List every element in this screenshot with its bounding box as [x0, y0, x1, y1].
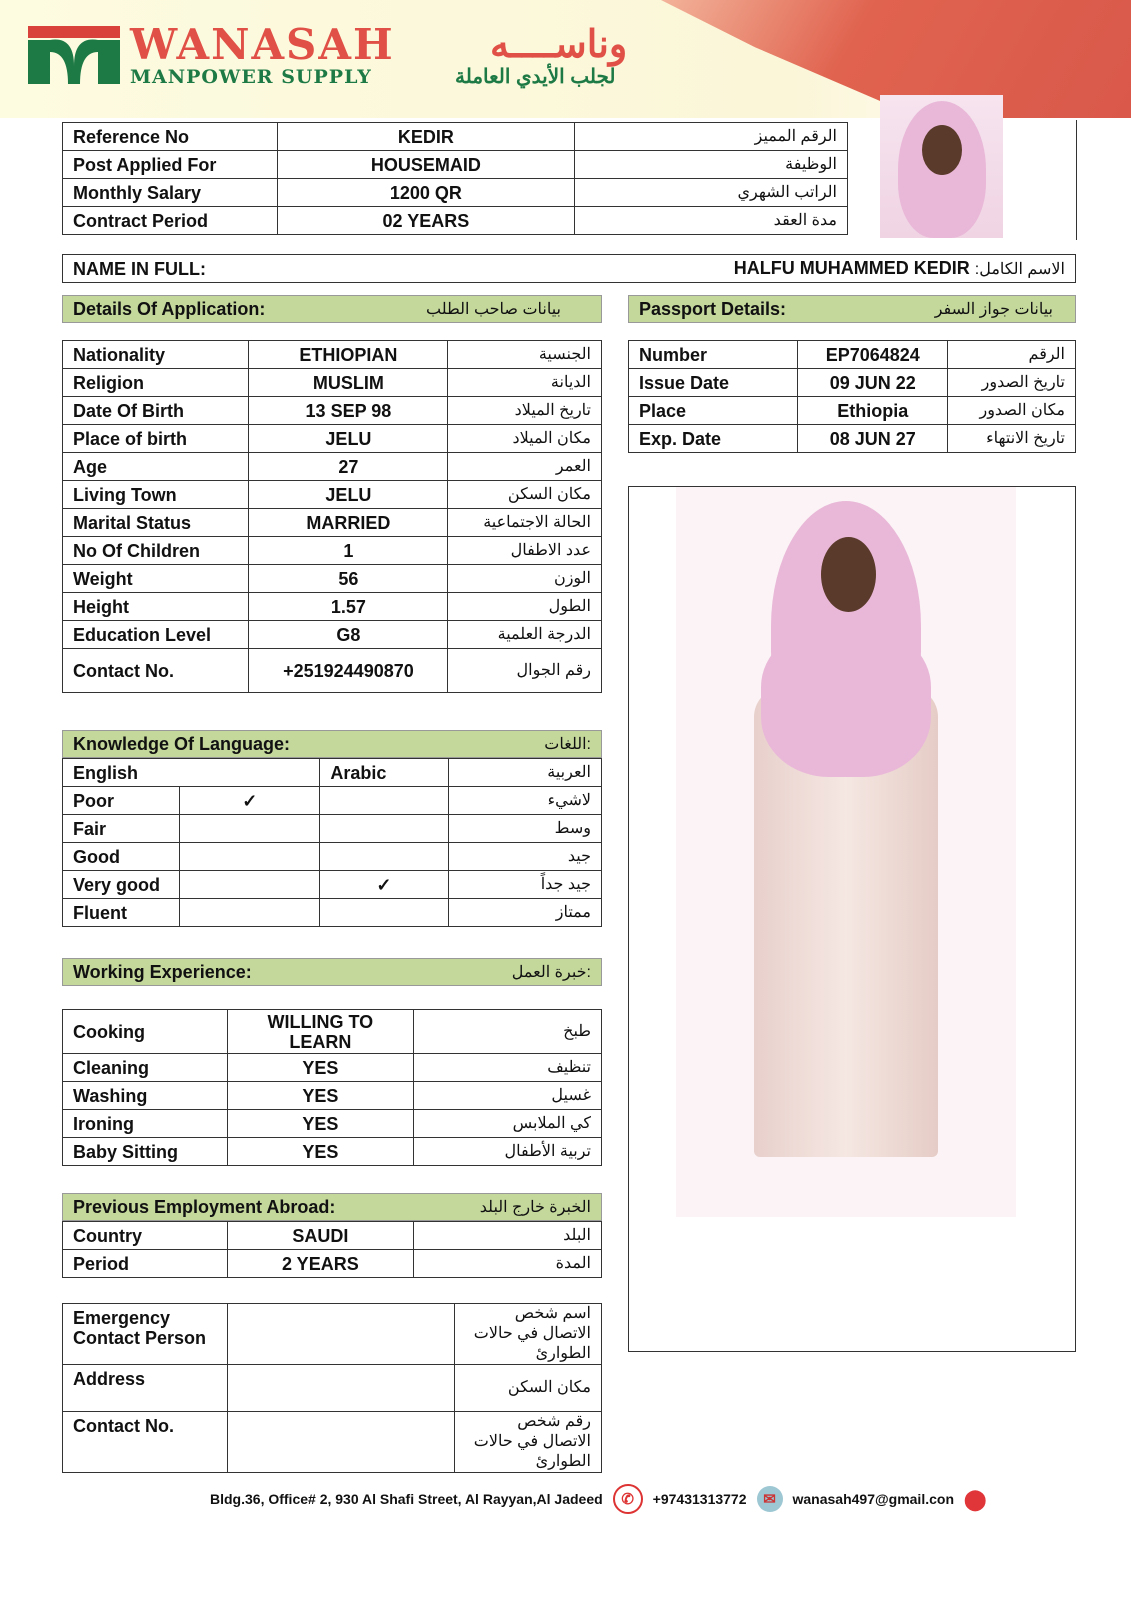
experience-header	[62, 958, 602, 986]
table-row	[63, 621, 602, 649]
row-label-arabic: الحالة الاجتماعية	[448, 509, 602, 537]
row-label-arabic: الوظيفة	[574, 151, 847, 179]
table-row	[63, 1054, 602, 1082]
language-column-header: English	[63, 759, 320, 787]
row-value: 56	[249, 565, 448, 593]
english-mark	[180, 899, 320, 927]
table-row	[63, 593, 602, 621]
skill-label: Ironing	[63, 1110, 228, 1138]
skill-label: Cooking	[63, 1010, 228, 1054]
row-label-arabic: عدد الاطفال	[448, 537, 602, 565]
row-value: 09 JUN 22	[798, 369, 948, 397]
skill-label: Baby Sitting	[63, 1138, 228, 1166]
table-row	[63, 123, 848, 151]
skill-label: Washing	[63, 1082, 228, 1110]
table-row	[63, 509, 602, 537]
skill-label-arabic: تربية الأطفال	[413, 1138, 601, 1166]
row-label: Living Town	[63, 481, 249, 509]
row-label: Place of birth	[63, 425, 249, 453]
table-row	[629, 425, 1076, 453]
skill-label-arabic: غسيل	[413, 1082, 601, 1110]
skill-label: Cleaning	[63, 1054, 228, 1082]
row-label: Contact No.	[63, 1412, 228, 1473]
logo-icon	[28, 26, 120, 84]
details-title-arabic: بيانات صاحب الطلب	[426, 301, 561, 318]
table-row	[63, 899, 602, 927]
row-label: Marital Status	[63, 509, 249, 537]
row-label-arabic: العمر	[448, 453, 602, 481]
table-row	[63, 1250, 602, 1278]
footer-phone: +97431313772	[652, 1491, 747, 1507]
row-label: Period	[63, 1250, 228, 1278]
brand-subtitle-arabic: لجلب الأيدي العاملة	[455, 66, 616, 88]
language-level: Good	[63, 843, 180, 871]
brand-name: WANASAH	[130, 20, 395, 69]
language-level-arabic: لاشيء	[448, 787, 601, 815]
language-level-arabic: جيد	[448, 843, 601, 871]
full-name: HALFU MUHAMMED KEDIR	[733, 257, 970, 278]
table-row	[63, 481, 602, 509]
english-mark: ✓	[180, 787, 320, 815]
arabic-mark	[320, 787, 448, 815]
language-level-arabic: وسط	[448, 815, 601, 843]
row-label: Number	[629, 341, 798, 369]
experience-title-arabic: :خبرة العمل	[511, 964, 591, 981]
arabic-mark	[320, 843, 448, 871]
arabic-mark: ✓	[320, 871, 448, 899]
skill-label-arabic: طبخ	[413, 1010, 601, 1054]
row-label: Date Of Birth	[63, 397, 249, 425]
row-value: 02 YEARS	[278, 207, 575, 235]
language-level-arabic: جيد جداً	[448, 871, 601, 899]
row-label-arabic: الوزن	[448, 565, 602, 593]
footer	[210, 1484, 986, 1514]
skill-label-arabic: كي الملابس	[413, 1110, 601, 1138]
row-value: JELU	[249, 425, 448, 453]
table-row	[63, 207, 848, 235]
skill-value: YES	[227, 1110, 413, 1138]
row-value: 1.57	[249, 593, 448, 621]
passport-title-arabic: بيانات جواز السفر	[934, 301, 1053, 318]
language-header	[62, 730, 602, 758]
row-label-arabic: رقم الجوال	[448, 649, 602, 693]
language-table	[62, 758, 602, 927]
table-row	[63, 453, 602, 481]
row-value: Ethiopia	[798, 397, 948, 425]
row-value	[228, 1412, 454, 1473]
row-label-arabic: مكان الصدور	[948, 397, 1076, 425]
row-label: Monthly Salary	[63, 179, 278, 207]
row-label-arabic: البلد	[413, 1222, 601, 1250]
row-label: Issue Date	[629, 369, 798, 397]
skill-value: WILLING TO LEARN	[227, 1010, 413, 1054]
arabic-mark	[320, 815, 448, 843]
applicant-portrait	[880, 95, 1003, 238]
details-table	[62, 340, 602, 693]
row-label: Country	[63, 1222, 228, 1250]
table-row	[63, 1082, 602, 1110]
row-value: 2 YEARS	[228, 1250, 414, 1278]
brand-subtitle: MANPOWER SUPPLY	[130, 66, 372, 88]
row-label: Age	[63, 453, 249, 481]
row-value: HOUSEMAID	[278, 151, 575, 179]
skill-value: YES	[227, 1054, 413, 1082]
row-value: MUSLIM	[249, 369, 448, 397]
table-row	[63, 1304, 602, 1365]
table-row	[63, 1365, 602, 1412]
summary-table	[62, 122, 848, 235]
english-mark	[180, 843, 320, 871]
language-level: Poor	[63, 787, 180, 815]
row-value: 1200 QR	[278, 179, 575, 207]
row-label: Religion	[63, 369, 249, 397]
row-value: ETHIOPIAN	[249, 341, 448, 369]
table-row	[63, 1412, 602, 1473]
row-label: Reference No	[63, 123, 278, 151]
full-name-row	[62, 254, 1076, 283]
row-value: MARRIED	[249, 509, 448, 537]
row-label-arabic: مدة العقد	[574, 207, 847, 235]
row-label: No Of Children	[63, 537, 249, 565]
row-label-arabic: مكان السكن	[448, 481, 602, 509]
language-level: Very good	[63, 871, 180, 899]
row-label: Education Level	[63, 621, 249, 649]
name-label: NAME IN FULL:	[63, 255, 371, 283]
row-label: Height	[63, 593, 249, 621]
language-level-arabic: ممتاز	[448, 899, 601, 927]
row-value	[228, 1365, 454, 1412]
table-row	[63, 1010, 602, 1054]
passport-header	[628, 295, 1076, 323]
row-value: +251924490870	[249, 649, 448, 693]
row-label-arabic: تاريخ الانتهاء	[948, 425, 1076, 453]
english-mark	[180, 871, 320, 899]
table-row	[63, 815, 602, 843]
previous-title: Previous Employment Abroad:	[73, 1196, 336, 1217]
experience-title: Working Experience:	[73, 961, 252, 982]
language-level: Fair	[63, 815, 180, 843]
language-column-header: العربية	[448, 759, 601, 787]
table-row	[63, 843, 602, 871]
skill-value: YES	[227, 1138, 413, 1166]
previous-employment-table	[62, 1221, 602, 1278]
table-row	[629, 341, 1076, 369]
table-row	[63, 151, 848, 179]
passport-table	[628, 340, 1076, 453]
table-row	[63, 537, 602, 565]
emergency-table	[62, 1303, 602, 1473]
language-title: Knowledge Of Language:	[73, 733, 291, 754]
row-label: Address	[63, 1365, 228, 1412]
row-value: SAUDI	[228, 1222, 414, 1250]
row-label: Nationality	[63, 341, 249, 369]
row-label: Place	[629, 397, 798, 425]
table-row	[63, 425, 602, 453]
row-value: 08 JUN 27	[798, 425, 948, 453]
location-pin-icon: ⬤	[964, 1488, 987, 1511]
language-level: Fluent	[63, 899, 180, 927]
row-label-arabic: الطول	[448, 593, 602, 621]
table-row	[63, 397, 602, 425]
row-value: 27	[249, 453, 448, 481]
table-row	[63, 1110, 602, 1138]
table-row	[629, 369, 1076, 397]
row-label-arabic: مكان الميلاد	[448, 425, 602, 453]
row-value	[228, 1304, 454, 1365]
language-column-headers	[63, 759, 602, 787]
row-label-arabic: رقم شخص الاتصال في حالات الطوارئ	[454, 1412, 601, 1473]
table-row	[63, 649, 602, 693]
skill-value: YES	[227, 1082, 413, 1110]
row-label: Contract Period	[63, 207, 278, 235]
row-value: G8	[249, 621, 448, 649]
table-row	[629, 397, 1076, 425]
details-title: Details Of Application:	[73, 298, 266, 319]
row-value: KEDIR	[278, 123, 575, 151]
row-value: 1	[249, 537, 448, 565]
table-row	[63, 1222, 602, 1250]
table-row	[63, 369, 602, 397]
row-label-arabic: المدة	[413, 1250, 601, 1278]
previous-employment-header	[62, 1193, 602, 1221]
language-title-arabic: :اللغات	[544, 736, 591, 753]
row-label-arabic: الرقم	[948, 341, 1076, 369]
table-row	[63, 565, 602, 593]
row-label-arabic: مكان السكن	[454, 1365, 601, 1412]
row-label: Exp. Date	[629, 425, 798, 453]
experience-table	[62, 1009, 602, 1166]
english-mark	[180, 815, 320, 843]
table-row	[63, 1138, 602, 1166]
row-value: 13 SEP 98	[249, 397, 448, 425]
row-label-arabic: الراتب الشهري	[574, 179, 847, 207]
row-label: Post Applied For	[63, 151, 278, 179]
email-icon: ✉	[757, 1486, 783, 1512]
arabic-mark	[320, 899, 448, 927]
row-label: Emergency Contact Person	[63, 1304, 228, 1365]
table-row	[63, 787, 602, 815]
row-label-arabic: الدرجة العلمية	[448, 621, 602, 649]
language-column-header: Arabic	[320, 759, 448, 787]
previous-title-arabic: الخبرة خارج البلد	[479, 1199, 591, 1216]
row-label: Contact No.	[63, 649, 249, 693]
applicant-full-photo	[676, 487, 1016, 1217]
row-value: EP7064824	[798, 341, 948, 369]
table-row	[63, 179, 848, 207]
row-label-arabic: الجنسية	[448, 341, 602, 369]
row-label-arabic: الديانة	[448, 369, 602, 397]
row-value: JELU	[249, 481, 448, 509]
footer-email: wanasah497@gmail.con	[792, 1491, 954, 1507]
footer-address: Bldg.36, Office# 2, 930 Al Shafi Street, Al Rayyan,Al Jadeed	[210, 1491, 603, 1507]
brand-name-arabic: وناســــه	[490, 24, 628, 66]
phone-icon: ✆	[613, 1484, 643, 1514]
row-label-arabic: اسم شخص الاتصال في حالات الطوارئ	[454, 1304, 601, 1365]
details-header	[62, 295, 602, 323]
table-row	[63, 871, 602, 899]
row-label: Weight	[63, 565, 249, 593]
passport-title: Passport Details:	[639, 298, 787, 319]
table-row	[63, 341, 602, 369]
skill-label-arabic: تنظيف	[413, 1054, 601, 1082]
row-label-arabic: الرقم المميز	[574, 123, 847, 151]
row-label-arabic: تاريخ الميلاد	[448, 397, 602, 425]
name-label-arabic: :الاسم الكامل	[974, 260, 1065, 278]
row-label-arabic: تاريخ الصدور	[948, 369, 1076, 397]
